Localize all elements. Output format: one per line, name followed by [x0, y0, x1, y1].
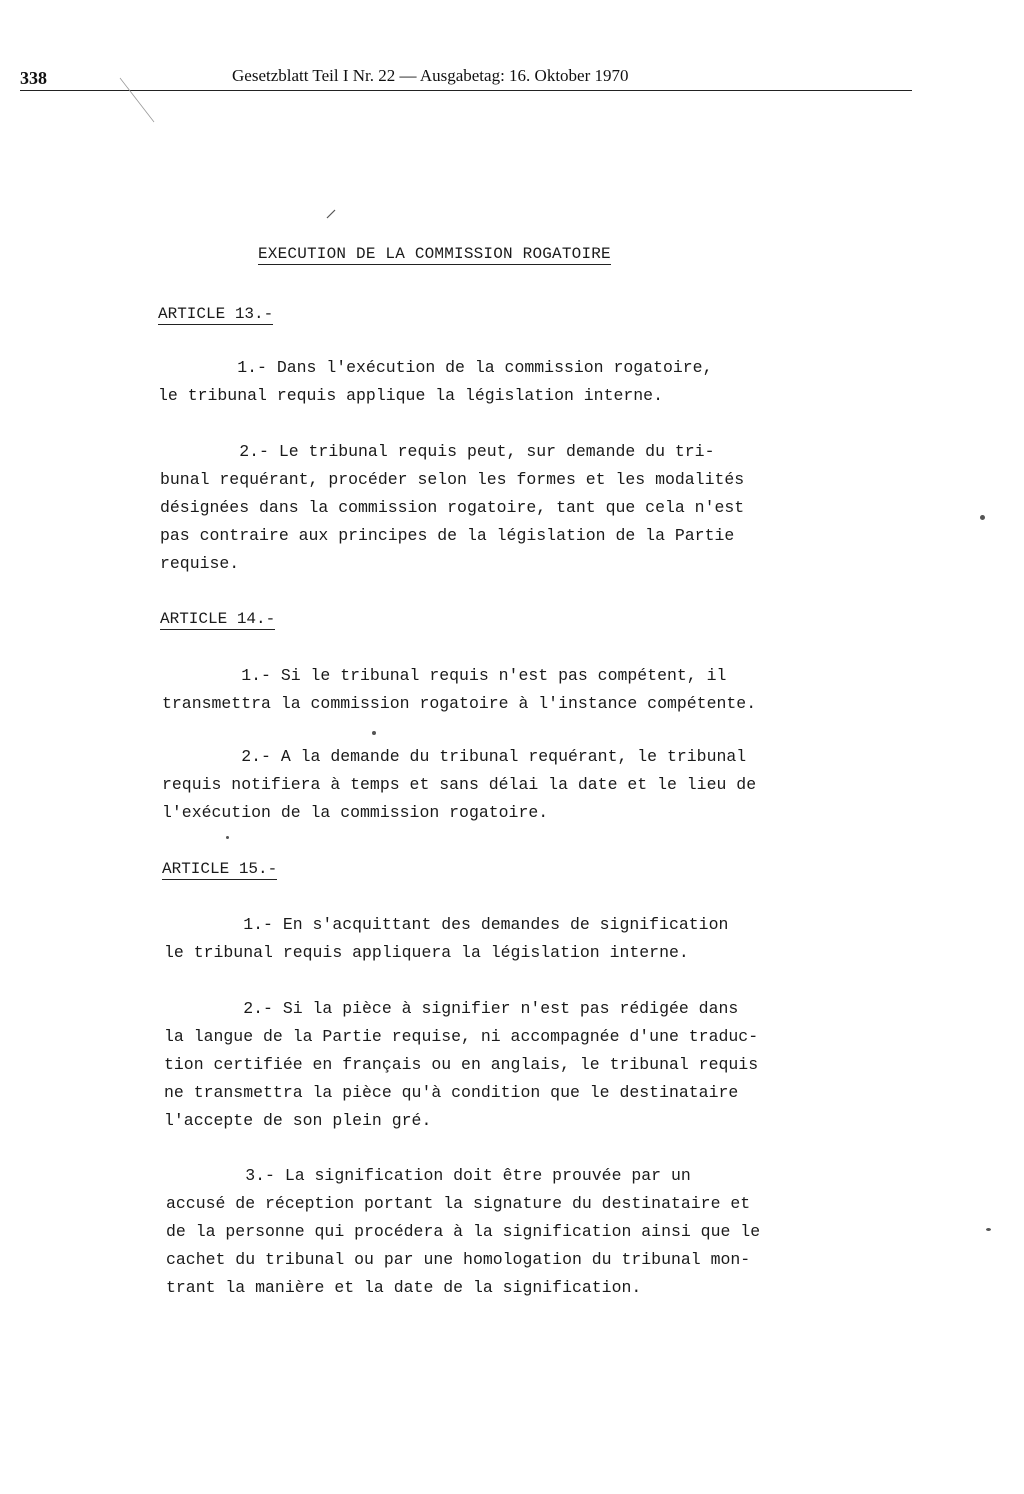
- scan-speck: [980, 515, 985, 520]
- scan-speck: [372, 731, 376, 735]
- running-head: Gesetzblatt Teil I Nr. 22 — Ausgabetag: 16. Oktober 1970: [232, 66, 629, 85]
- article-heading-15: ARTICLE 15.-: [162, 860, 278, 878]
- article-15-paragraph-1: 1.- En s'acquittant des demandes de signification le tribunal requis appliquera la législation interne.: [164, 915, 729, 962]
- section-title: EXECUTION DE LA COMMISSION ROGATOIRE: [258, 245, 611, 263]
- article-14-paragraph-2: 2.- A la demande du tribunal requérant, le tribunal requis notifiera à temps et sans délai la date et le lieu de l'exécution de la commission rogatoire.: [162, 747, 757, 822]
- article-13-paragraph-1: 1.- Dans l'exécution de la commission rogatoire, le tribunal requis applique la législation interne.: [158, 358, 713, 405]
- scan-mark-tick: [325, 208, 337, 220]
- article-13-paragraph-2: 2.- Le tribunal requis peut, sur demande du tri- bunal requérant, procéder selon les formes et les modalités désignées dans la commission rogatoire, tant que cela n'est pas contraire aux principes de la législation de la Partie requise.: [160, 442, 745, 573]
- article-heading-14: ARTICLE 14.-: [160, 610, 276, 628]
- page-number: 338: [20, 68, 47, 88]
- scan-speck: [226, 836, 229, 839]
- article-heading-13: ARTICLE 13.-: [158, 305, 274, 323]
- article-14-paragraph-1: 1.- Si le tribunal requis n'est pas compétent, il transmettra la commission rogatoire à l'instance compétente.: [162, 666, 757, 713]
- article-15-paragraph-2: 2.- Si la pièce à signifier n'est pas rédigée dans la langue de la Partie requise, ni accompagnée d'une traduc- tion certifiée en français ou en anglais, le tribunal requis ne transmettra la pièce qu'à condition que le destinataire l'accepte de son plein gré.: [164, 999, 759, 1130]
- scan-mark-diagonal: [118, 76, 158, 126]
- scan-speck: [986, 1228, 991, 1231]
- article-15-paragraph-3: 3.- La signification doit être prouvée par un accusé de réception portant la signature du destinataire et de la personne qui procédera à la signification ainsi que le cachet du tribunal ou par une homologation du tribunal mon- trant la manière et la date de la signification.: [166, 1166, 761, 1297]
